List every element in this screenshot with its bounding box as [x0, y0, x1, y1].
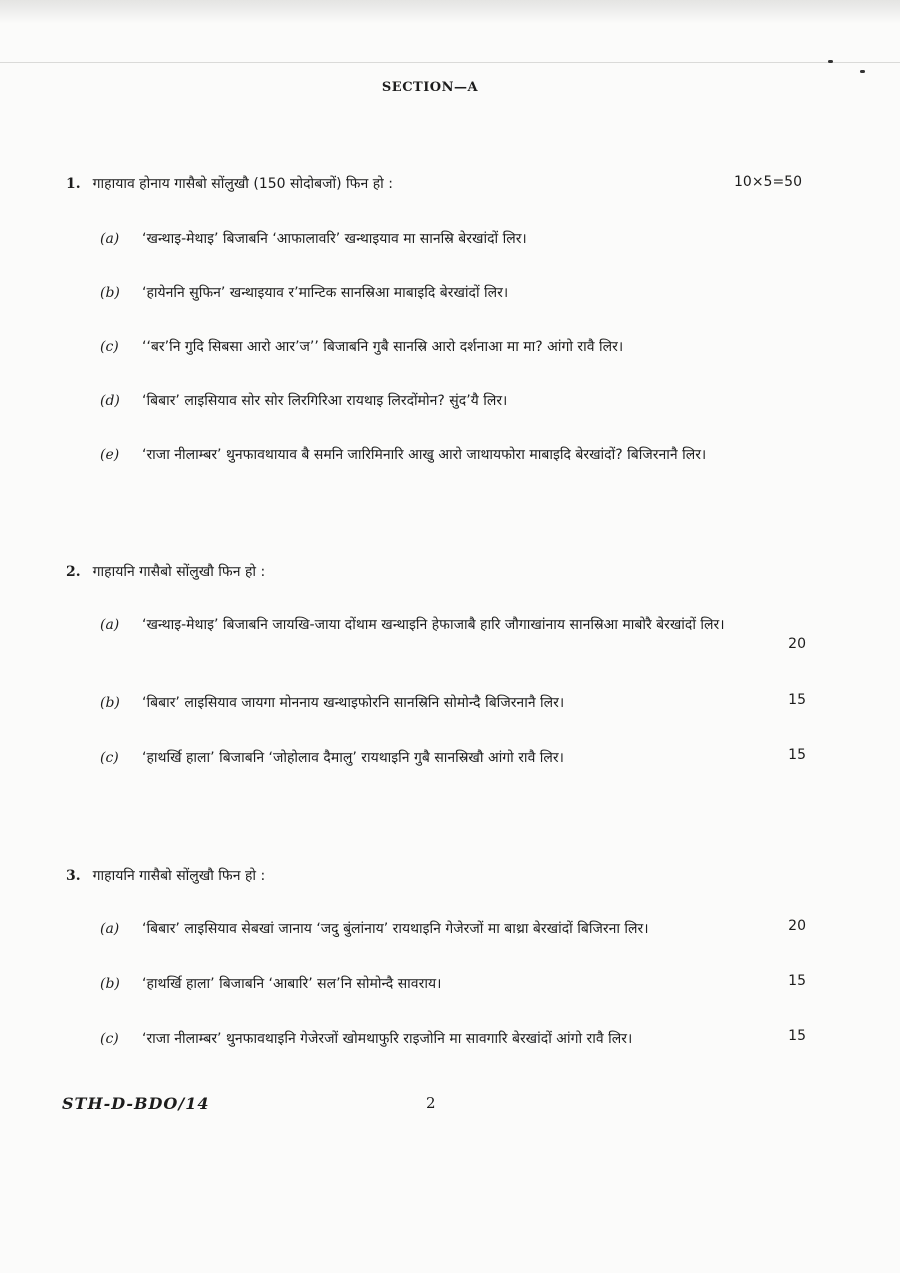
- question-number: 3.: [66, 868, 81, 884]
- item-text: ‘खन्थाइ-मेथाइ’ बिजाबनि जायखि-जाया दोंथाम खन्थाइनि हेफाजाबै हारि जौगाखांनाय सानस्रिआ माबोरै बेरखांदों लिर।: [142, 617, 725, 633]
- item-label: (a): [100, 617, 120, 633]
- question-number: 2.: [66, 564, 81, 580]
- item-label: (c): [100, 750, 119, 766]
- question-prompt: गाहायनि गासैबो सोंलुखौ फिन हो :: [92, 564, 266, 580]
- item-marks: 15: [788, 973, 806, 989]
- fold-line: [0, 62, 900, 63]
- scan-speck: [860, 70, 865, 73]
- item-text: ‘खन्थाइ-मेथाइ’ बिजाबनि ‘आफालावरि’ खन्थाइयाव मा सानस्रि बेरखांदों लिर।: [142, 231, 527, 247]
- item-label: (e): [100, 447, 120, 463]
- paper-code: STH-D-BDO/14: [62, 1094, 210, 1113]
- item-text: ‘बिबार’ लाइसियाव सेबखां जानाय ‘जदु बुंलांनाय’ रायथाइनि गेजेरजों मा बाथ्रा बेरखांदों बिजिरना लिर।: [142, 921, 649, 937]
- item-marks: 20: [788, 636, 806, 652]
- item-label: (c): [100, 339, 119, 355]
- question-number: 1.: [66, 176, 81, 192]
- question-1-heading: [66, 174, 393, 193]
- item-label: (b): [100, 695, 120, 711]
- item-text: ‘राजा नीलाम्बर’ थुनफावथाइनि गेजेरजों खोमथाफुरि राइजोनि मा सावगारि बेरखांदों आंगो रावै लिर।: [142, 1031, 633, 1047]
- question-2-heading: [66, 562, 265, 581]
- scan-top-edge: [0, 0, 900, 24]
- question-total-marks: 10×5=50: [734, 174, 802, 190]
- item-text: ‘‘बर’नि गुदि सिबसा आरो आर’ज’’ बिजाबनि गुबै सानस्रि आरो दर्शनाआ मा मा? आंगो रावै लिर।: [142, 339, 624, 355]
- item-label: (b): [100, 285, 120, 301]
- item-text: ‘हायेननि सुफिन’ खन्थाइयाव र’मान्टिक सानस्रिआ माबाइदि बेरखांदों लिर।: [142, 285, 509, 301]
- question-3-heading: [66, 866, 265, 885]
- item-label: (b): [100, 976, 120, 992]
- page-number: 2: [426, 1094, 436, 1112]
- item-text: ‘राजा नीलाम्बर’ थुनफावथायाव बै समनि जारिमिनारि आखु आरो जाथायफोरा माबाइदि बेरखांदों? बिजिरनानै लिर।: [142, 447, 707, 463]
- item-label: (d): [100, 393, 120, 409]
- section-title: SECTION—A: [381, 80, 479, 95]
- item-marks: 15: [788, 747, 806, 763]
- item-text: ‘हाथर्खि हाला’ बिजाबनि ‘जोहोलाव दैमालु’ रायथाइनि गुबै सानस्रिखौ आंगो रावै लिर।: [142, 750, 564, 766]
- question-prompt: गाहायाव होनाय गासैबो सोंलुखौ (150 सोदोबजों) फिन हो :: [92, 176, 393, 192]
- question-prompt: गाहायनि गासैबो सोंलुखौ फिन हो :: [92, 868, 266, 884]
- item-label: (c): [100, 1031, 119, 1047]
- item-marks: 15: [788, 692, 806, 708]
- item-marks: 15: [788, 1028, 806, 1044]
- scan-speck: [828, 60, 833, 63]
- item-text: ‘बिबार’ लाइसियाव सोर सोर लिरगिरिआ रायथाइ लिरदोंमोन? सुंद’यै लिर।: [142, 393, 508, 409]
- item-text: ‘हाथर्खि हाला’ बिजाबनि ‘आबारि’ सल’नि सोमोन्दै सावराय।: [142, 976, 442, 992]
- item-text: ‘बिबार’ लाइसियाव जायगा मोननाय खन्थाइफोरनि सानस्रिनि सोमोन्दै बिजिरनानै लिर।: [142, 695, 565, 711]
- item-marks: 20: [788, 918, 806, 934]
- item-label: (a): [100, 231, 120, 247]
- item-label: (a): [100, 921, 120, 937]
